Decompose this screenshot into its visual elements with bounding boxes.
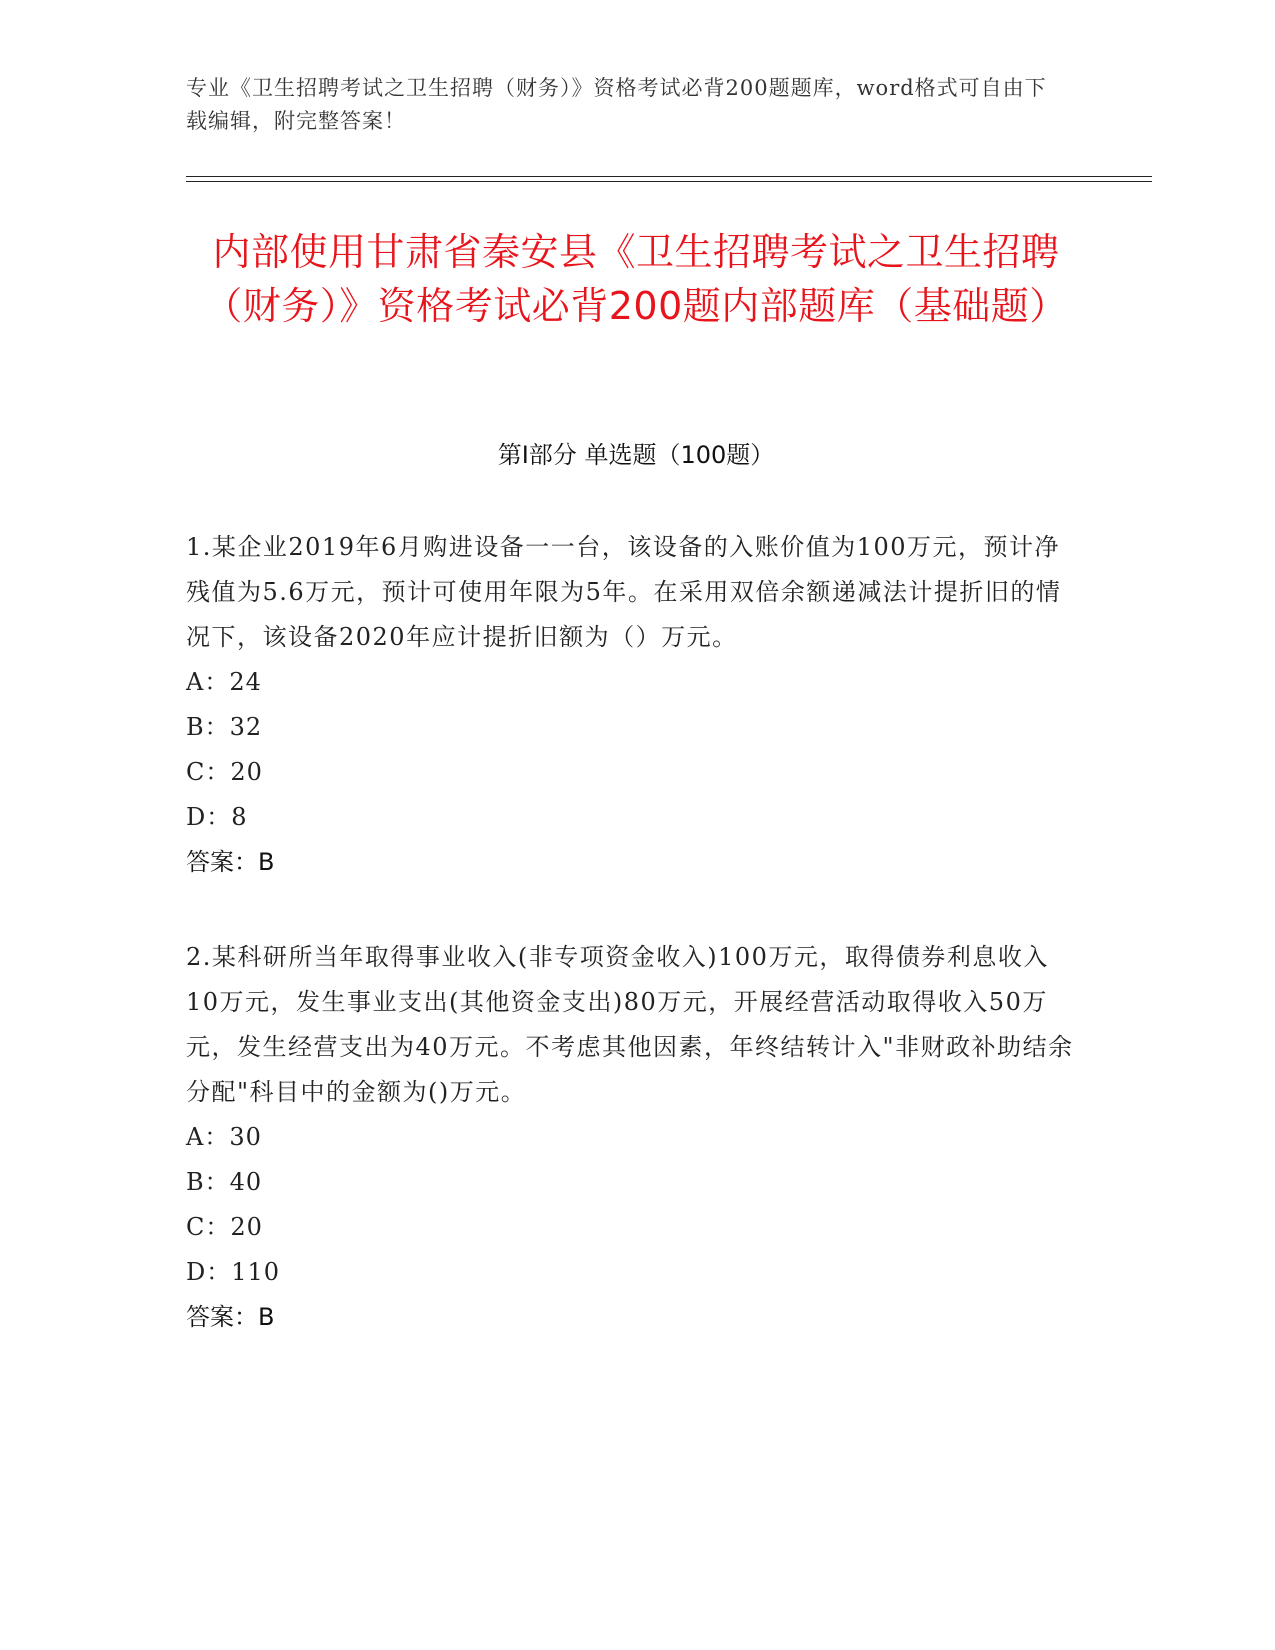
question-1 (186, 525, 1076, 885)
option-a: A：30 (186, 1123, 262, 1151)
answer: 答案：B (186, 848, 275, 876)
option-a: A：24 (186, 668, 262, 696)
header-divider-bottom (186, 181, 1152, 182)
option-d: D：8 (186, 803, 248, 831)
option-b: B：32 (186, 713, 263, 741)
document-title: 内部使用甘肃省秦安县《卫生招聘考试之卫生招聘（财务）》资格考试必背200题内部题库（基础题） (204, 230, 1068, 328)
option-c: C：20 (186, 758, 263, 786)
answer: 答案：B (186, 1303, 275, 1331)
header-note: 专业《卫生招聘考试之卫生招聘（财务）》资格考试必背200题题库，word格式可自由下载编辑，附完整答案！ (186, 76, 1047, 133)
option-c: C：20 (186, 1213, 263, 1241)
section-heading: 第I部分 单选题（100题） (497, 441, 775, 469)
question-text: 1.某企业2019年6月购进设备一一台，该设备的入账价值为100万元，预计净残值为5.6万元，预计可使用年限为5年。在采用双倍余额递减法计提折旧的情况下，该设备2020年应计提折旧额为（）万元。 (186, 533, 1062, 651)
header-divider-top (186, 176, 1152, 177)
option-b: B：40 (186, 1168, 263, 1196)
question-text: 2.某科研所当年取得事业收入(非专项资金收入)100万元，取得债券利息收入10万元，发生事业支出(其他资金支出)80万元，开展经营活动取得收入50万元，发生经营支出为40万元。不考虑其他因素，年终结转计入"非财政补助结余分配"科目中的金额为()万元。 (186, 943, 1074, 1106)
option-d: D：110 (186, 1258, 281, 1286)
question-2 (186, 935, 1076, 1340)
